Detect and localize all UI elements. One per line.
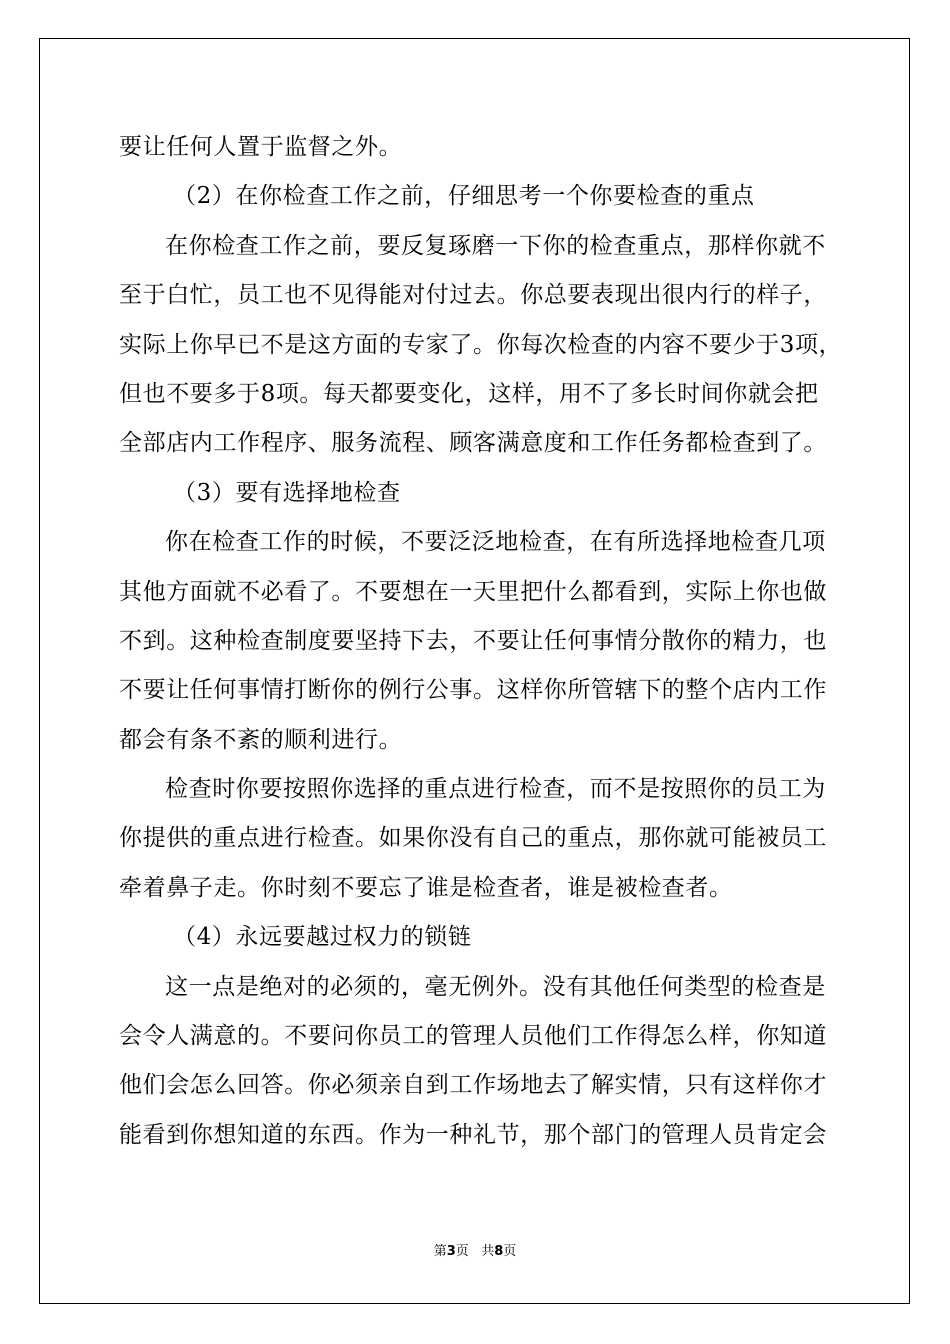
section-heading: （3）要有选择地检查 (173, 479, 401, 506)
paragraph-line: 会令人满意的。不要问你员工的管理人员他们工作得怎么样，你知道 (119, 1023, 827, 1050)
page-number: 3 (446, 1244, 456, 1259)
paragraph-line: 至于白忙，员工也不见得能对付过去。你总要表现出很内行的样子， (119, 282, 827, 309)
document-body (119, 127, 843, 1164)
paragraph-line: 都会有条不紊的顺利进行。 (119, 726, 403, 753)
paragraph-line: 不要让任何事情打断你的例行公事。这样你所管辖下的整个店内工作 (119, 677, 827, 704)
total-suffix: 页 (503, 1244, 517, 1259)
total-pages: 8 (494, 1244, 504, 1259)
section-heading: （2）在你检查工作之前，仔细思考一个你要检查的重点 (173, 183, 755, 210)
paragraph-line: 你在检查工作的时候，不要泛泛地检查，在有所选择地检查几项 (165, 529, 826, 556)
paragraph-line: 但也不要多于8项。每天都要变化，这样，用不了多长时间你就会把 (119, 380, 819, 407)
paragraph-line: 这一点是绝对的必须的，毫无例外。没有其他任何类型的检查是 (165, 973, 826, 1000)
paragraph-line: 牵着鼻子走。你时刻不要忘了谁是检查者，谁是被检查者。 (119, 874, 733, 901)
total-prefix: 共 (481, 1244, 495, 1259)
section-heading: （4）永远要越过权力的锁链 (173, 924, 472, 951)
paragraph-line: 不到。这种检查制度要坚持下去，不要让任何事情分散你的精力，也 (119, 627, 827, 654)
page-suffix: 页 (455, 1244, 469, 1259)
paragraph-line: 检查时你要按照你选择的重点进行检查，而不是按照你的员工为 (165, 776, 826, 803)
paragraph-line: 其他方面就不必看了。不要想在一天里把什么都看到，实际上你也做 (119, 578, 827, 605)
paragraph-line: 能看到你想知道的东西。作为一种礼节，那个部门的管理人员肯定会 (119, 1121, 827, 1148)
paragraph-line: 你提供的重点进行检查。如果你没有自己的重点，那你就可能被员工 (119, 825, 827, 852)
page-footer (0, 1240, 950, 1259)
page-prefix: 第 (433, 1244, 447, 1259)
paragraph-line: 在你检查工作之前，要反复琢磨一下你的检查重点，那样你就不 (165, 232, 826, 259)
paragraph-line: 要让任何人置于监督之外。 (119, 134, 403, 160)
paragraph-line: 实际上你早已不是这方面的专家了。你每次检查的内容不要少于3项， (119, 331, 843, 358)
paragraph-line: 他们会怎么回答。你必须亲自到工作场地去了解实情，只有这样你才 (119, 1072, 827, 1099)
paragraph-line: 全部店内工作程序、服务流程、顾客满意度和工作任务都检查到了。 (119, 430, 827, 457)
